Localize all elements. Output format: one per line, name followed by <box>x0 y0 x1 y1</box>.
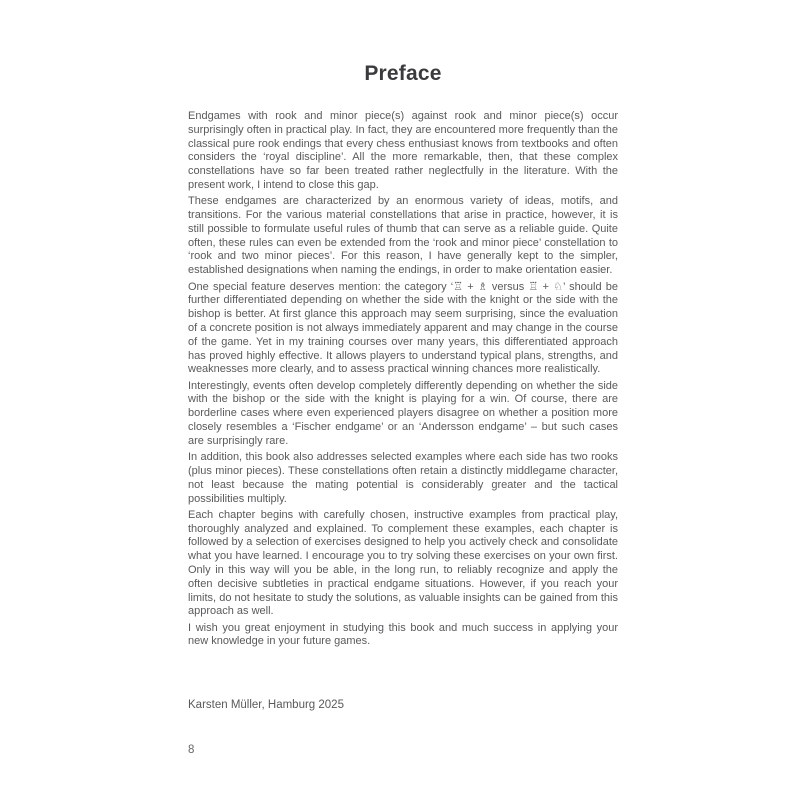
preface-paragraph: One special feature deserves mention: the category ‘♖ + ♗ versus ♖ + ♘’ should be further differentiated depending on whether the side with the knight or the side with the bishop is better. At first glance this approach may seem surprising, since the evaluation of a concrete position is not always immediately apparent and may change in the course of the game. Yet in my training courses over many years, this differentiated approach has proved highly effective. It allows players to understand typical plans, strengths, and weaknesses more clearly, and to assess practical winning chances more realistically. <box>188 280 618 376</box>
preface-body <box>188 110 618 652</box>
preface-paragraph: Each chapter begins with carefully chosen, instructive examples from practical play, thoroughly analyzed and explained. To complement these examples, each chapter is followed by a selection of exercises designed to help you actively check and consolidate what you have learned. I encourage you to try solving these exercises on your own first. Only in this way will you be able, in the long run, to reliably recognize and apply the often decisive subtleties in practical endgame situations. However, if you reach your limits, do not hesitate to study the solutions, as valuable insights can be gained from this approach as well. <box>188 508 618 618</box>
preface-paragraph: In addition, this book also addresses selected examples where each side has two rooks (plus minor pieces). These constellations often retain a distinctly middlegame character, not least because the mating potential is considerably greater and the tactical possibilities multiply. <box>188 451 618 505</box>
preface-paragraph: Endgames with rook and minor piece(s) against rook and minor piece(s) occur surprisingly often in practical play. In fact, they are encountered more frequently than the classical pure rook endings that every chess enthusiast knows from textbooks and often considers the ‘royal discipline’. All the more remarkable, then, that these complex constellations have so far been treated rather neglectfully in the literature. With the present work, I intend to close this gap. <box>188 110 618 191</box>
page-title: Preface <box>364 62 442 85</box>
preface-paragraph: Interestingly, events often develop completely differently depending on whether the side with the bishop or the side with the knight is playing for a win. Of course, there are borderline cases where even experienced players disagree on whether a position more closely resembles a ‘Fischer endgame’ or an ‘Andersson endgame’ – but such cases are surprisingly rare. <box>188 379 618 447</box>
author-signature: Karsten Müller, Hamburg 2025 <box>188 699 344 711</box>
page-number: 8 <box>188 744 195 756</box>
preface-paragraph: These endgames are characterized by an enormous variety of ideas, motifs, and transitions. For the various material constellations that arise in practice, however, it is still possible to formulate useful rules of thumb that can serve as a reliable guide. Quite often, these rules can even be extended from the ‘rook and minor piece’ constellation to ‘rook and two minor pieces’. For this reason, I have generally kept to the simpler, established designations when naming the endings, in order to make orientation easier. <box>188 195 618 277</box>
preface-paragraph: I wish you great enjoyment in studying this book and much success in applying your new knowledge in your future games. <box>188 621 618 648</box>
